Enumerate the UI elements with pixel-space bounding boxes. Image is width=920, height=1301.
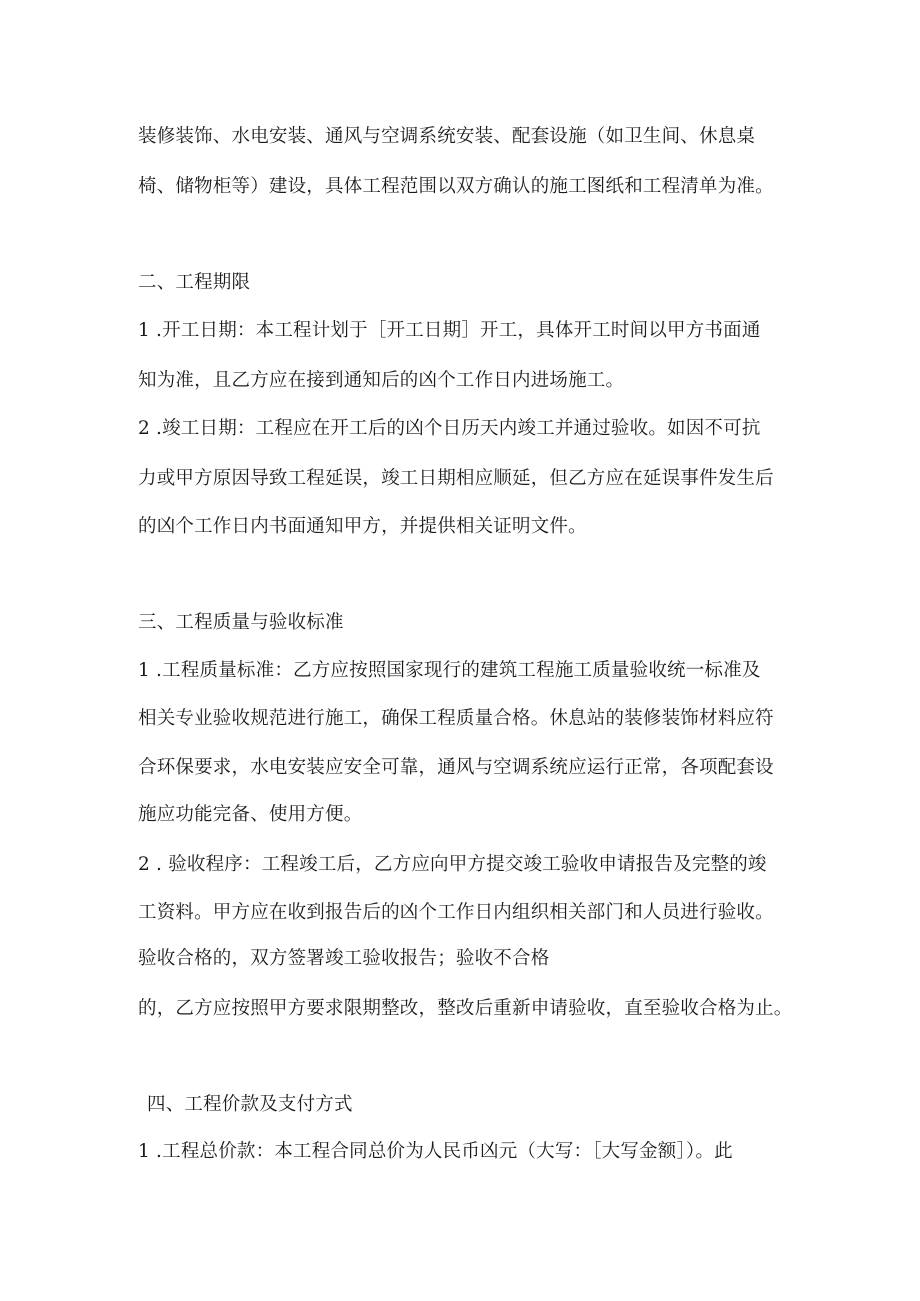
paragraph-line: 2 . 验收程序：工程竣工后，乙方应向甲方提交竣工验收申请报告及完整的竣 <box>138 854 767 875</box>
paragraph-line: 知为准，且乙方应在接到通知后的凶个工作日内进场施工。 <box>138 370 625 391</box>
paragraph-line: 2 .竣工日期：工程应在开工后的凶个日历天内竣工并通过验收。如因不可抗 <box>138 418 761 439</box>
section-heading-quality: 三、工程质量与验收标准 <box>138 612 344 633</box>
paragraph-line: 工资料。甲方应在收到报告后的凶个工作日内组织相关部门和人员进行验收。 <box>138 902 774 923</box>
paragraph-line: 椅、储物柜等）建设，具体工程范围以双方确认的施工图纸和工程清单为准。 <box>138 176 774 197</box>
paragraph-line: 1 .开工日期：本工程计划于［开工日期］开工，具体开工时间以甲方书面通 <box>138 320 761 341</box>
paragraph-line: 力或甲方原因导致工程延误，竣工日期相应顺延，但乙方应在延误事件发生后 <box>138 468 774 489</box>
paragraph-line: 装修装饰、水电安装、通风与空调系统安装、配套设施（如卫生间、休息桌 <box>138 126 756 147</box>
paragraph-line: 合环保要求，水电安装应安全可靠，通风与空调系统应运行正常，各项配套设 <box>138 757 774 778</box>
section-heading-schedule: 二、工程期限 <box>138 272 251 293</box>
paragraph-line: 施应功能完备、使用方便。 <box>138 804 363 825</box>
section-heading-payment: 四、工程价款及支付方式 <box>147 1094 353 1115</box>
paragraph-line: 1 .工程总价款：本工程合同总价为人民币凶元（大写：［大写金额］）。此 <box>138 1141 733 1162</box>
paragraph-line: 相关专业验收规范进行施工，确保工程质量合格。休息站的装修装饰材料应符 <box>138 708 774 729</box>
paragraph-line: 1 .工程质量标准：乙方应按照国家现行的建筑工程施工质量验收统一标准及 <box>138 660 761 681</box>
paragraph-line: 的，乙方应按照甲方要求限期整改，整改后重新申请验收，直至验收合格为止。 <box>138 998 793 1019</box>
paragraph-line: 验收合格的，双方签署竣工验收报告；验收不合格 <box>138 948 550 969</box>
paragraph-line: 的凶个工作日内书面通知甲方，并提供相关证明文件。 <box>138 516 587 537</box>
